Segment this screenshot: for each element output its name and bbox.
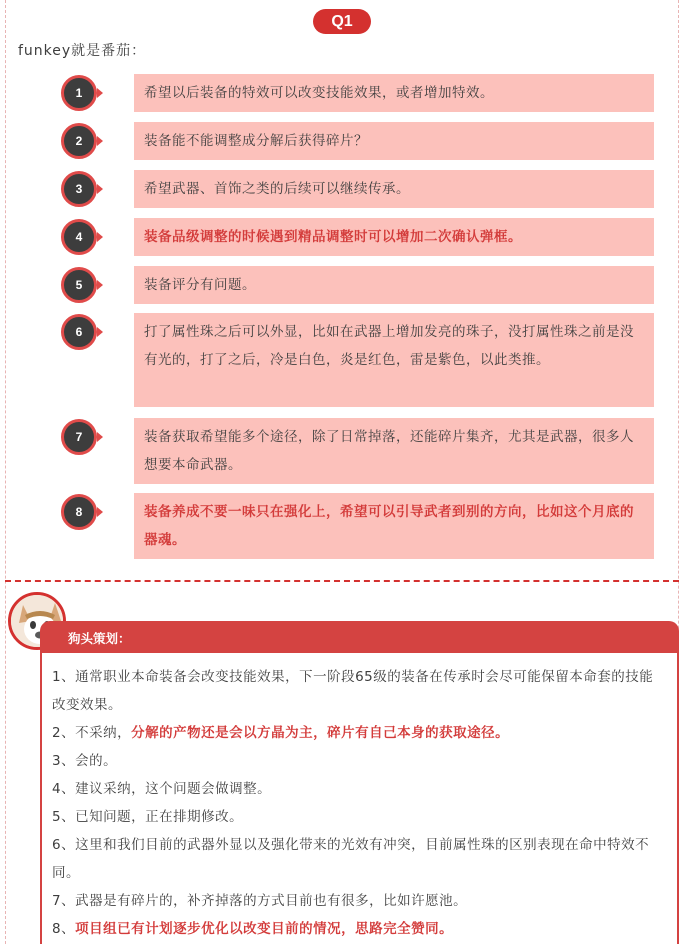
answer-list [40,653,679,944]
answer-number: 6、 [52,837,76,853]
question-text: 希望以后装备的特效可以改变技能效果，或者增加特效。 [134,74,654,112]
answer-number: 3、 [52,753,76,769]
decorative-dots [300,0,380,4]
question-text: 装备能不能调整成分解后获得碎片？ [134,122,654,160]
answer-item [52,663,665,719]
planner-title: 狗头策划： [68,631,131,646]
question-number: 4 [61,219,97,255]
answer-highlight: 分解的产物还是会以方晶为主，碎片有自己本身的获取途径。 [131,725,510,741]
answer-number: 5、 [52,809,76,825]
answer-text: 会的。 [75,753,118,769]
question-text: 装备养成不要一味只在强化上，希望可以引导武者到别的方向，比如这个月底的器魂。 [134,493,654,559]
answer-number: 2、 [52,725,76,741]
planner-header-band [40,621,679,653]
section-divider [5,580,679,582]
answer-text: 武器是有碎片的，补齐掉落的方式目前也有很多，比如许愿池。 [75,893,468,909]
answer-number: 4、 [52,781,76,797]
question-text: 打了属性珠之后可以外显，比如在武器上增加发亮的珠子，没打属性珠之前是没有光的，打了之后，冷是白色，炎是红色，雷是紫色，以此类推。 [134,313,654,407]
question-badge: Q1 [313,9,371,34]
question-number: 6 [61,314,97,350]
question-text: 希望武器、首饰之类的后续可以继续传承。 [134,170,654,208]
question-text: 装备品级调整的时候遇到精品调整时可以增加二次确认弹框。 [134,218,654,256]
answer-item [52,887,665,915]
answer-number: 1、 [52,669,76,685]
answer-item [52,803,665,831]
question-number: 8 [61,494,97,530]
answer-text: 通常职业本命装备会改变技能效果，下一阶段65级的装备在传承时会尽可能保留本命套的技能改变效果。 [52,669,654,713]
answer-highlight: 项目组已有计划逐步优化以改变目前的情况，思路完全赞同。 [75,921,454,937]
answer-text: 建议采纳，这个问题会做调整。 [75,781,272,797]
question-number: 7 [61,419,97,455]
question-number: 1 [61,75,97,111]
intro-text: funkey就是番茄： [18,43,147,59]
question-number: 3 [61,171,97,207]
answer-item [52,747,665,775]
question-number: 2 [61,123,97,159]
answer-text: 已知问题，正在排期修改。 [75,809,244,825]
answer-item [52,915,665,943]
answer-text: 不采纳， [75,725,132,741]
answer-item [52,719,665,747]
answer-number: 7、 [52,893,76,909]
question-text: 装备获取希望能多个途径，除了日常掉落，还能碎片集齐，尤其是武器，很多人想要本命武器。 [134,418,654,484]
answer-text: 这里和我们目前的武器外显以及强化带来的光效有冲突，目前属性珠的区别表现在命中特效不同。 [52,837,650,881]
answer-number: 8、 [52,921,76,937]
answer-item [52,775,665,803]
question-number: 5 [61,267,97,303]
question-text: 装备评分有问题。 [134,266,654,304]
answer-item [52,831,665,887]
